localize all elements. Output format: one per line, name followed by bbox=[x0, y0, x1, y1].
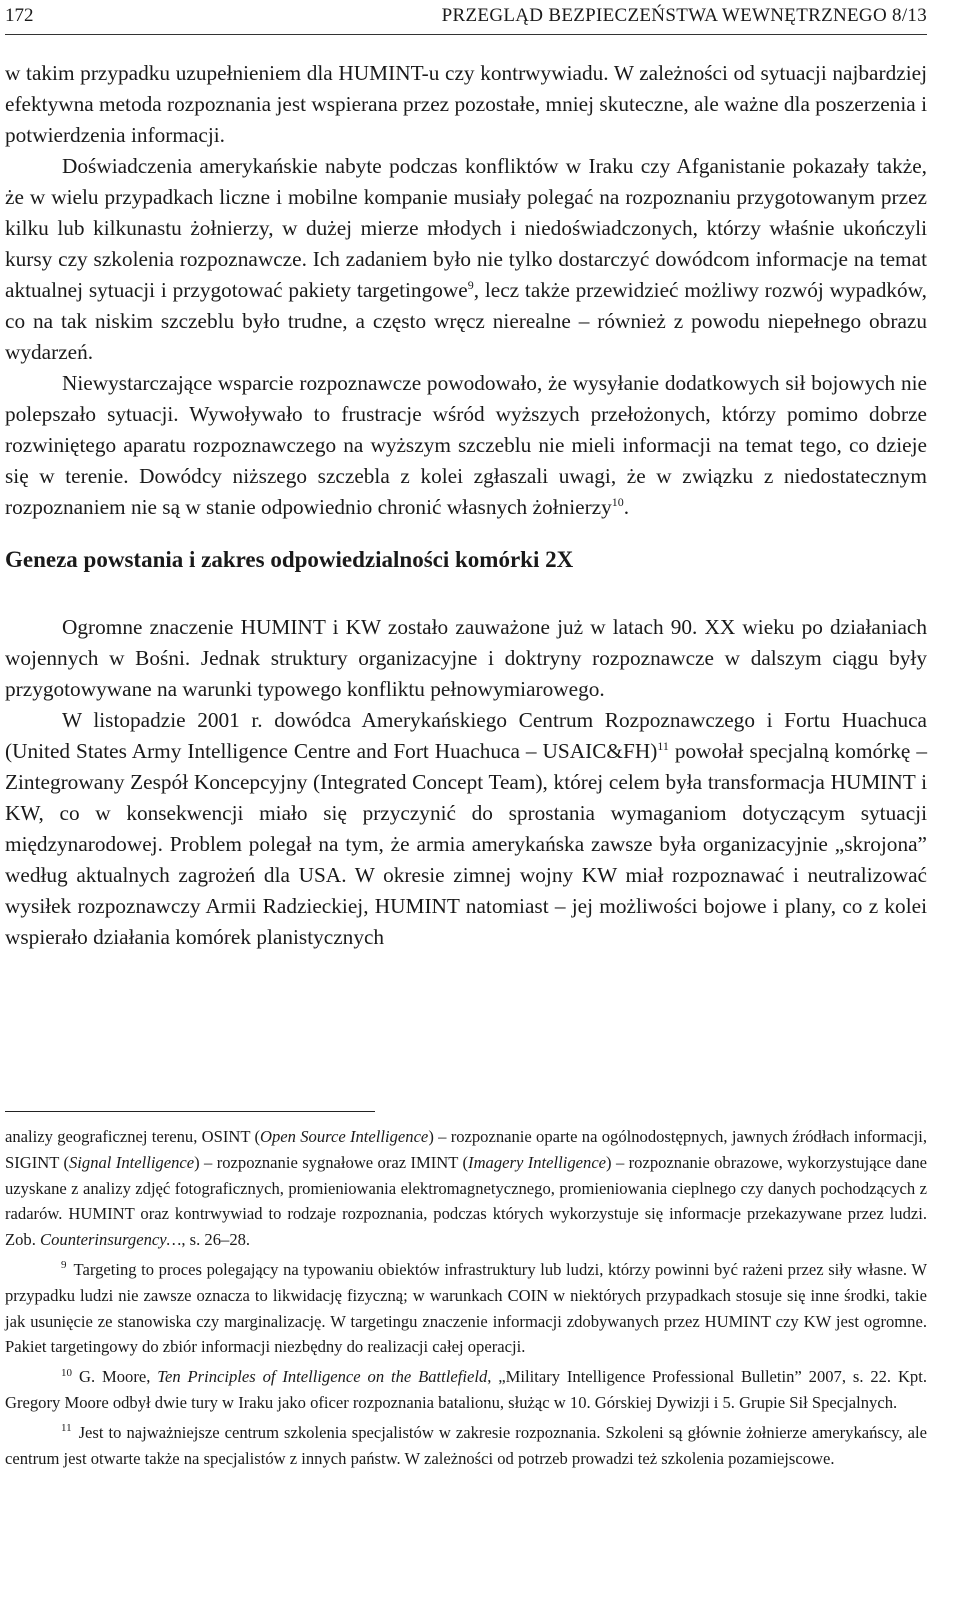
footnote-ref-11[interactable]: 11 bbox=[657, 738, 669, 753]
paragraph-5-continuation: powołał specjalną komórkę – Zintegrowany Zespół Koncepcyjny (Integrated Concept Team), której celem była transformacja HUMINT i KW, co w konsekwencji miało się przyczynić do sprostania wymaganiom dotyczącym sytuacji międzynarodowej. Problem polegał na tym, że armia amerykańska zawsze była organizacyjnie „skrojona” według aktualnych zagrożeń dla USA. W okresie zimnej wojny KW miał rozpoznawać i neutralizować wysiłek rozpoznawczy Armii Radzieckiej, HUMINT natomiast – jej możliwości bojowe i plany, co z kolei wspierało działania komórek planistycznych bbox=[5, 739, 927, 949]
footnote-11 bbox=[5, 1420, 927, 1472]
footnote-text: ) – rozpoznanie oparte na ogólnodostępnych, jawnych źródłach informacji, SIGINT ( bbox=[5, 1127, 928, 1172]
footnotes bbox=[5, 1124, 927, 1471]
footnote-ref-9[interactable]: 9 bbox=[467, 277, 474, 292]
paragraph-3 bbox=[5, 368, 927, 523]
footnote-10-text: , „Military Intelligence Professional Bulletin” 2007, s. 22. Kpt. Gregory Moore odbył dwie tury w Iraku jako oficer rozpoznania batalionu, służąc w 10. Górskiej Dywizji i 5. Grupie Sił Specjalnych. bbox=[5, 1367, 927, 1412]
paragraph-3-end: . bbox=[623, 495, 630, 519]
footnote-italic: Counterinsurgency… bbox=[40, 1230, 182, 1250]
footnote-divider bbox=[5, 1111, 375, 1112]
footnote-text: ) – rozpoznanie sygnałowe oraz IMINT ( bbox=[194, 1152, 469, 1172]
section-spacer bbox=[5, 575, 927, 612]
section-heading: Geneza powstania i zakres odpowiedzialności komórki 2X bbox=[5, 547, 574, 572]
header-divider bbox=[5, 34, 927, 35]
footnote-text: ) – rozpoznanie obrazowe, wykorzystujące dane uzyskane z analizy zdjęć fotograficznych, promieniowania elektromagnetycznego, promieniowania cieplnego czy danych pochodzących z radarów. HUMINT oraz kontrwywiad to rodzaje rozpoznania, podczas których wykorzystuje się informacje przekazywane przez ludzi. Zob. bbox=[5, 1152, 927, 1250]
page-number: 172 bbox=[5, 5, 34, 26]
footnote-italic: Imagery Intelligence bbox=[468, 1152, 607, 1172]
footnote-ref-10[interactable]: 10 bbox=[611, 494, 624, 509]
paragraph-1: w takim przypadku uzupełnieniem dla HUMINT-u czy kontrwywiadu. W zależności od sytuacji najbardziej efektywna metoda rozpoznania jest wspierana przez pozostałe, mniej skuteczne, ale ważne dla poszerzenia i potwierdzenia informacji. bbox=[5, 61, 927, 147]
footnote-9 bbox=[5, 1257, 927, 1360]
paragraph-3-text: Niewystarczające wsparcie rozpoznawcze powodowało, że wysyłanie dodatkowych sił bojowych nie polepszało sytuacji. Wywoływało to frustracje wśród wyższych przełożonych, którzy pomimo dobrze rozwiniętego aparatu rozpoznawczego na wyższym szczeblu nie mieli informacji na temat tego, co dzieje się w terenie. Dowódcy niższego szczebla z kolei zgłaszali uwagi, że w związku z niedostatecznym rozpoznaniem nie są w stanie odpowiednio chronić własnych żołnierzy bbox=[5, 371, 927, 519]
main-text bbox=[5, 58, 927, 953]
paragraph-2-text: Doświadczenia amerykańskie nabyte podczas konfliktów w Iraku czy Afganistanie pokazały także, że w wielu przypadkach liczne i mobilne kompanie musiały polegać na rozpoznaniu przygotowanym przez kilku lub kilkunastu żołnierzy, w dużej mierze młodych i niedoświadczonych, którzy właśnie ukończyli kursy czy szkolenia rozpoznawcze. Ich zadaniem było nie tylko dostarczyć dowódcom informacje na temat aktualnej sytuacji i przygotować pakiety targetingowe bbox=[5, 154, 927, 302]
footnote-11-number: 11 bbox=[61, 1422, 72, 1435]
paragraph-2-continuation: , lecz także przewidzieć możliwy rozwój wypadków, co na tak niskim szczeblu było trudne, a często wręcz nierealne – również z powodu niepełnego obrazu wydarzeń. bbox=[5, 278, 927, 364]
footnote-10-title: Ten Principles of Intelligence on the Battlefield bbox=[157, 1367, 488, 1387]
footnote-continuation bbox=[5, 1124, 927, 1253]
footnote-10-text: G. Moore, bbox=[79, 1367, 158, 1387]
footnote-italic: Signal Intelligence bbox=[69, 1152, 195, 1172]
footnote-9-text: Targeting to proces polegający na typowaniu obiektów infrastruktury lub ludzi, którzy powinni być rażeni przez siły własne. W przypadku ludzi nie zawsze oznacza to likwidację fizyczną; w warunkach COIN w niektórych przypadkach stosuje się inne środki, takie jak usunięcie ze stanowiska czy marginalizację. W targetingu znaczenie informacji zdobywanych przez HUMINT czy KW jest ogromne. Pakiet targetingowy do zbiór informacji niezbędny do realizacji całej operacji. bbox=[5, 1259, 927, 1357]
footnote-10 bbox=[5, 1364, 927, 1416]
footnote-text: analizy geograficznej terenu, OSINT ( bbox=[5, 1127, 261, 1146]
paragraph-4: Ogromne znaczenie HUMINT i KW zostało zauważone już w latach 90. XX wieku po działaniach wojennych w Bośni. Jednak struktury organizacyjne i doktryny rozpoznawcze w dalszym ciągu były przygotowywane na warunki typowego konfliktu pełnowymiarowego. bbox=[5, 615, 927, 701]
footnote-9-number: 9 bbox=[61, 1259, 67, 1272]
paragraph-2 bbox=[5, 151, 927, 368]
footnote-11-text: Jest to najważniejsze centrum szkolenia specjalistów w zakresie rozpoznania. Szkoleni są głównie żołnierze amerykańscy, ale centrum jest otwarte także na specjalistów z innych państw. W zależności od potrzeb prowadzi też szkolenia pozamiejscowe. bbox=[5, 1422, 927, 1468]
journal-title: PRZEGLĄD BEZPIECZEŃSTWA WEWNĘTRZNEGO 8/13 bbox=[441, 5, 927, 26]
footnote-italic: Open Source Intelligence bbox=[260, 1127, 429, 1146]
paragraph-5-text: W listopadzie 2001 r. dowódca Amerykańskiego Centrum Rozpoznawczego i Fortu Huachuca (United States Army Intelligence Centre and Fort Huachuca – USAIC&FH) bbox=[5, 708, 927, 763]
running-head bbox=[5, 4, 927, 28]
footnote-10-number: 10 bbox=[61, 1366, 72, 1379]
paragraph-5 bbox=[5, 705, 927, 953]
footnote-text: , s. 26–28. bbox=[181, 1230, 251, 1250]
